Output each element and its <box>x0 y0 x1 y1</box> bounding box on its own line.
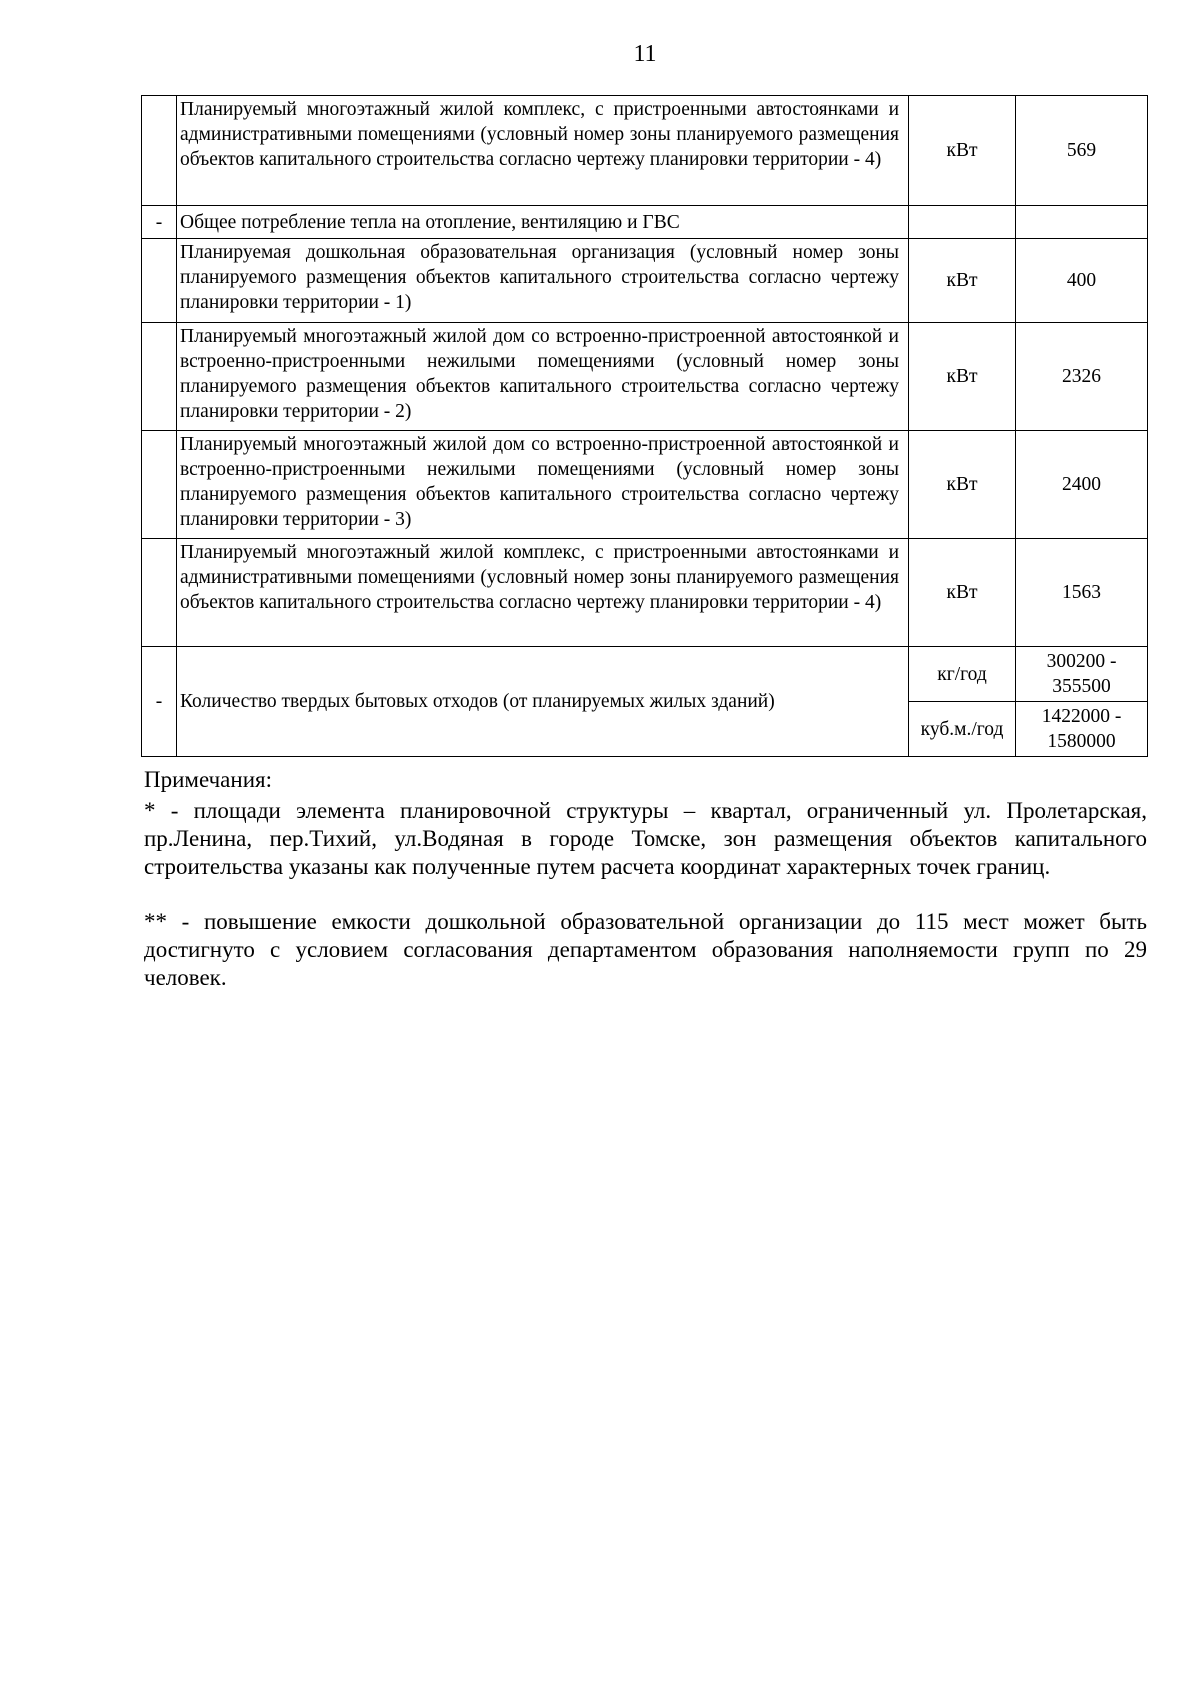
row-unit: кг/год <box>909 647 1016 702</box>
row-unit: кВт <box>909 323 1016 431</box>
row-mark <box>142 431 177 539</box>
row-description: Планируемый многоэтажный жилой комплекс, с пристроенными автостоянками и административными помещениями (условный номер зоны планируемого размещения объектов капитального строительства согласно чертежу планировки территории - 4) <box>177 539 909 647</box>
note-paragraph: ** - повышение емкости дошкольной образовательной организации до 115 мест может быть достигнуто с условием согласования департаментом образования наполняемости групп по 29 человек. <box>144 909 1147 990</box>
row-value <box>1016 206 1148 239</box>
row-unit: кВт <box>909 96 1016 206</box>
row-description: Планируемый многоэтажный жилой дом со встроенно-пристроенной автостоянкой и встроенно-пристроенными нежилыми помещениями (условный номер зоны планируемого размещения объектов капитального строительства согласно чертежу планировки территории - 3) <box>177 431 909 539</box>
row-value: 2326 <box>1016 323 1148 431</box>
row-unit: кВт <box>909 239 1016 323</box>
note-paragraph: * - площади элемента планировочной структуры – квартал, ограниченный ул. Пролетарская, пр.Ленина, пер.Тихий, ул.Водяная в городе Томске, зон размещения объектов капитального строительства указаны как полученные путем расчета координат характерных точек границ. <box>144 798 1147 879</box>
row-mark <box>142 539 177 647</box>
row-description: Планируемый многоэтажный жилой дом со встроенно-пристроенной автостоянкой и встроенно-пристроенными нежилыми помещениями (условный номер зоны планируемого размещения объектов капитального строительства согласно чертежу планировки территории - 2) <box>177 323 909 431</box>
note-spacer <box>144 881 1147 908</box>
row-description: Планируемая дошкольная образовательная организация (условный номер зоны планируемого размещения объектов капитального строительства согласно чертежу планировки территории - 1) <box>177 239 909 323</box>
row-description: Планируемый многоэтажный жилой комплекс, с пристроенными автостоянками и административными помещениями (условный номер зоны планируемого размещения объектов капитального строительства согласно чертежу планировки территории - 4) <box>177 96 909 206</box>
table-row <box>142 239 1148 323</box>
row-mark <box>142 96 177 206</box>
row-value: 2400 <box>1016 431 1148 539</box>
value-line: 300200 - <box>1046 651 1117 672</box>
row-value: 569 <box>1016 96 1148 206</box>
indicators-table <box>141 95 1148 757</box>
row-unit: кВт <box>909 539 1016 647</box>
row-mark <box>142 239 177 323</box>
row-value: 400 <box>1016 239 1148 323</box>
row-mark: - <box>142 647 177 757</box>
table-row <box>142 323 1148 431</box>
row-description: Количество твердых бытовых отходов (от планируемых жилых зданий) <box>177 647 909 757</box>
row-mark: - <box>142 206 177 239</box>
value-line: 1422000 - <box>1041 706 1122 727</box>
row-unit: кВт <box>909 431 1016 539</box>
value-line: 1580000 <box>1047 731 1116 752</box>
row-description: Общее потребление тепла на отопление, вентиляцию и ГВС <box>177 206 909 239</box>
table-row <box>142 206 1148 239</box>
row-value <box>1016 702 1148 757</box>
row-value: 1563 <box>1016 539 1148 647</box>
row-unit <box>909 206 1016 239</box>
row-unit: куб.м./год <box>909 702 1016 757</box>
row-mark <box>142 323 177 431</box>
page-number: 11 <box>633 41 657 67</box>
table-row <box>142 96 1148 206</box>
notes-section <box>144 766 1147 992</box>
value-line: 355500 <box>1052 676 1111 697</box>
table-row <box>142 539 1148 647</box>
table-row <box>142 431 1148 539</box>
notes-title: Примечания: <box>144 767 272 792</box>
table-row-waste-mass <box>142 647 1148 702</box>
row-value <box>1016 647 1148 702</box>
